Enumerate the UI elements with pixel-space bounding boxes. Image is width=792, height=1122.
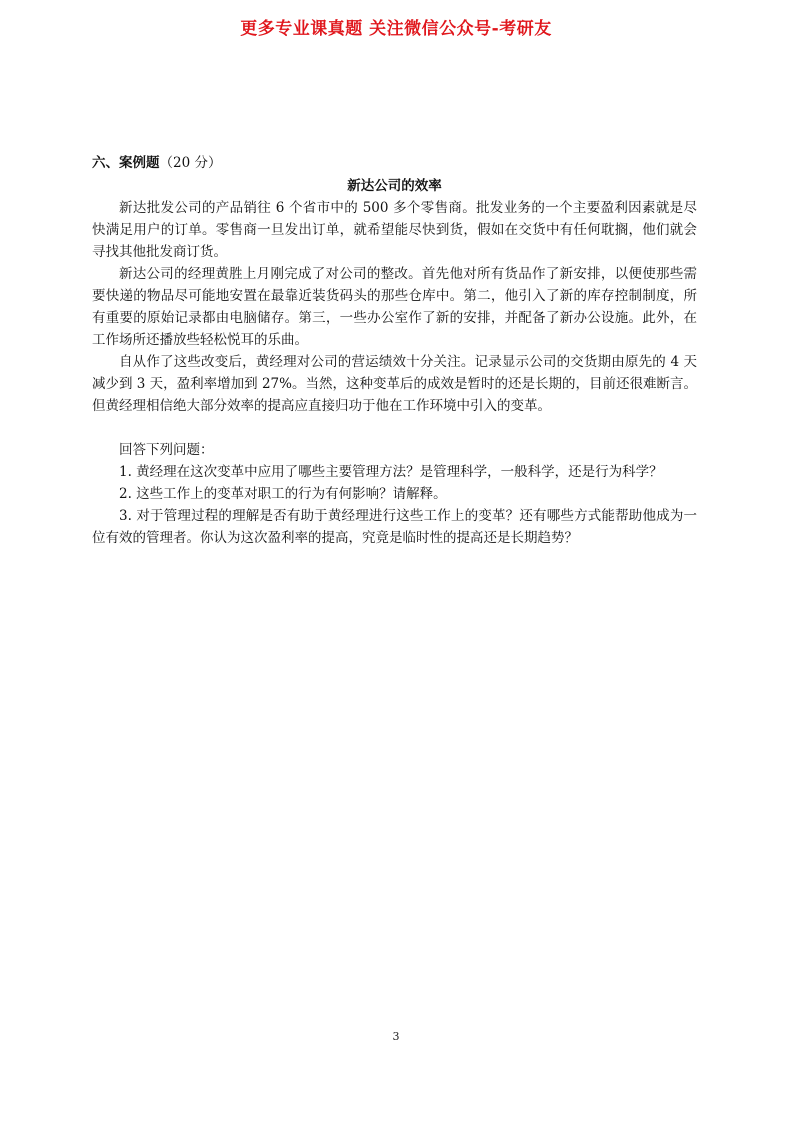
case-paragraph: 新达公司的经理黄胜上月刚完成了对公司的整改。首先他对所有货品作了新安排，以便使那些需要快递的物品尽可能地安置在最靠近装货码头的那些仓库中。第二，他引入了新的库存控制制度，所有重要的原始记录都由电脑储存。第三，一些办公室作了新的安排，并配备了新办公设施。此外，在工作场所还播放些轻松悦耳的乐曲。 [92, 266, 697, 348]
case-paragraph: 新达批发公司的产品销往 6 个省市中的 500 多个零售商。批发业务的一个主要盈利因素就是尽快满足用户的订单。零售商一旦发出订单，就希望能尽快到货，假如在交货中有任何耽搁，他们就会寻找其他批发商订货。 [92, 200, 697, 260]
question-item: 1. 黄经理在这次变革中应用了哪些主要管理方法？是管理科学，一般科学，还是行为科学？ [119, 464, 663, 480]
section-heading [92, 152, 697, 174]
section-score: （20 分） [159, 155, 222, 171]
page-banner: 更多专业课真题 关注微信公众号-考研友 [240, 19, 552, 39]
question-item: 3. 对于管理过程的理解是否有助于黄经理进行这些工作上的变革？还有哪些方式能帮助他成为一位有效的管理者。你认为这次盈利率的提高，究竟是临时性的提高还是长期趋势？ [92, 508, 697, 546]
section-label: 六、案例题 [92, 155, 160, 171]
case-title: 新达公司的效率 [347, 178, 442, 194]
questions-intro: 回答下列问题： [119, 442, 214, 458]
spacer [92, 417, 697, 439]
case-paragraph: 自从作了这些改变后，黄经理对公司的营运绩效十分关注。记录显示公司的交货期由原先的 4 天减少到 3 天，盈利率增加到 27%。当然，这种变革后的成效是暂时的还是长期的，目前还很难断言。但黄经理相信绝大部分效率的提高应直接归功于他在工作环境中引入的变革。 [92, 354, 697, 414]
document-body [92, 152, 697, 549]
question-item: 2. 这些工作上的变革对职工的行为有何影响？请解释。 [119, 486, 447, 502]
page-number: 3 [392, 1030, 400, 1043]
